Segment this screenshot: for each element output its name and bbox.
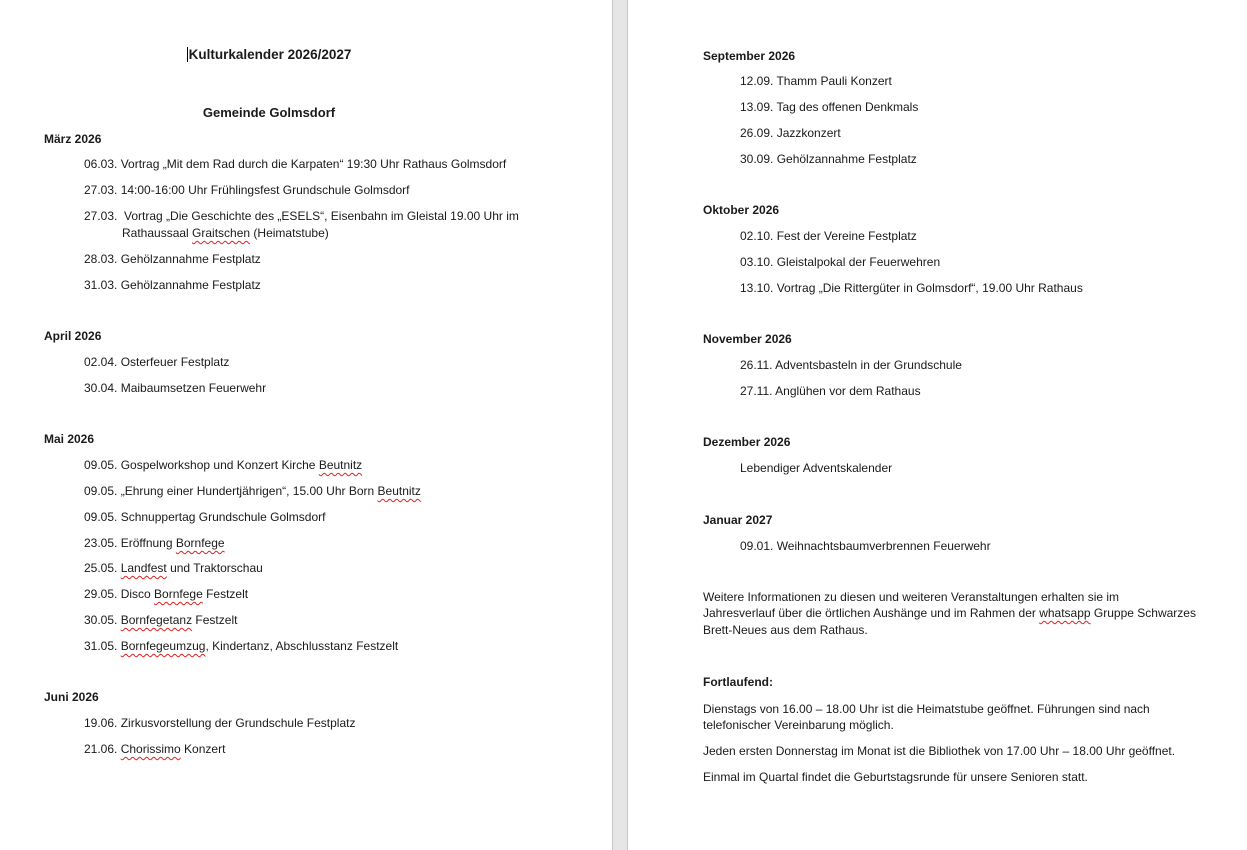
- month-heading[interactable]: Dezember 2026: [703, 435, 791, 449]
- text-run[interactable]: 30.05.: [84, 613, 121, 627]
- document-title[interactable]: Kulturkalender 2026/2027: [188, 47, 352, 62]
- text-run[interactable]: (Heimatstube): [250, 226, 329, 240]
- text-run[interactable]: Konzert: [180, 742, 226, 756]
- misspelled-word[interactable]: Chorissimo: [120, 742, 181, 756]
- calendar-entry-line[interactable]: [84, 587, 248, 602]
- month-heading[interactable]: Oktober 2026: [703, 203, 780, 217]
- text-run[interactable]: 19.06. Zirkusvorstellung der Grundschule Festplatz: [84, 716, 356, 730]
- text-run[interactable]: 27.11. Anglühen vor dem Rathaus: [740, 384, 921, 398]
- text-run[interactable]: , Kindertanz, Abschlusstanz Festzelt: [205, 639, 399, 653]
- month-heading[interactable]: Juni 2026: [44, 690, 99, 704]
- text-run[interactable]: 21.06.: [84, 742, 121, 756]
- text-run[interactable]: 12.09. Thamm Pauli Konzert: [740, 74, 892, 88]
- misspelled-word[interactable]: Bornfege: [154, 587, 203, 601]
- document-page-right[interactable]: [628, 0, 1247, 850]
- calendar-entry-line[interactable]: [740, 461, 892, 476]
- text-run[interactable]: 09.05. „Ehrung einer Hundertjährigen“, 15.00 Uhr Born: [84, 484, 378, 498]
- calendar-entry-line[interactable]: [84, 742, 225, 757]
- calendar-entry-line[interactable]: [84, 458, 362, 473]
- info-paragraph-line[interactable]: [703, 606, 1196, 621]
- text-run[interactable]: und Traktorschau: [166, 561, 263, 575]
- document-page-left[interactable]: [0, 0, 612, 850]
- month-heading[interactable]: Januar 2027: [703, 513, 773, 527]
- text-run[interactable]: 26.09. Jazzkonzert: [740, 126, 841, 140]
- calendar-entry-line[interactable]: [84, 355, 229, 370]
- text-run[interactable]: Weitere Informationen zu diesen und weiteren Veranstaltungen erhalten sie im: [703, 590, 1120, 604]
- misspelled-word[interactable]: Bornfege: [175, 536, 225, 550]
- calendar-entry-line[interactable]: [122, 226, 329, 241]
- ongoing-paragraph-line[interactable]: [703, 744, 1175, 759]
- misspelled-word[interactable]: Beutnitz: [318, 458, 363, 472]
- calendar-entry-line[interactable]: [84, 183, 410, 198]
- ongoing-heading[interactable]: Fortlaufend:: [703, 675, 773, 689]
- text-run[interactable]: 13.10. Vortrag „Die Rittergüter in Golmsdorf“, 19.00 Uhr Rathaus: [740, 281, 1083, 295]
- text-run[interactable]: 03.10. Gleistalpokal der Feuerwehren: [740, 255, 941, 269]
- calendar-entry-line[interactable]: [84, 252, 261, 267]
- calendar-entry-line[interactable]: [740, 126, 841, 141]
- calendar-entry-line[interactable]: [740, 539, 991, 554]
- calendar-entry-line[interactable]: [84, 510, 325, 525]
- calendar-entry-line[interactable]: [740, 358, 962, 373]
- text-run[interactable]: Jeden ersten Donnerstag im Monat ist die Bibliothek von 17.00 Uhr – 18.00 Uhr geöffnet.: [703, 744, 1176, 758]
- text-run[interactable]: 13.09. Tag des offenen Denkmals: [740, 100, 919, 114]
- text-run[interactable]: 09.05. Schnuppertag Grundschule Golmsdorf: [84, 510, 326, 524]
- calendar-entry-line[interactable]: [84, 639, 398, 654]
- text-run[interactable]: Dienstags von 16.00 – 18.00 Uhr ist die Heimatstube geöffnet. Führungen sind nach: [703, 702, 1150, 716]
- text-run[interactable]: Festzelt: [192, 613, 238, 627]
- misspelled-word[interactable]: Beutnitz: [377, 484, 421, 498]
- text-run[interactable]: 09.01. Weihnachtsbaumverbrennen Feuerwehr: [740, 539, 991, 553]
- text-cursor-caret: [187, 47, 188, 62]
- info-paragraph-line[interactable]: [703, 590, 1119, 605]
- text-run[interactable]: 30.09. Gehölzannahme Festplatz: [740, 152, 917, 166]
- calendar-entry-line[interactable]: [84, 209, 519, 224]
- misspelled-word[interactable]: Landfest: [120, 561, 167, 575]
- text-run[interactable]: 26.11. Adventsbasteln in der Grundschule: [740, 358, 962, 372]
- ongoing-paragraph-line[interactable]: [703, 702, 1150, 717]
- calendar-entry-line[interactable]: [740, 281, 1083, 296]
- misspelled-word[interactable]: Bornfegeumzug: [120, 639, 206, 653]
- ongoing-paragraph-line[interactable]: [703, 770, 1088, 785]
- text-run[interactable]: 02.10. Fest der Vereine Festplatz: [740, 229, 917, 243]
- calendar-entry-line[interactable]: [84, 613, 237, 628]
- month-heading[interactable]: April 2026: [44, 329, 102, 343]
- ongoing-paragraph-line[interactable]: [703, 718, 894, 733]
- calendar-entry-line[interactable]: [740, 255, 940, 270]
- text-run[interactable]: 31.05.: [84, 639, 121, 653]
- misspelled-word[interactable]: whatsapp: [1039, 606, 1091, 620]
- calendar-entry-line[interactable]: [84, 381, 266, 396]
- month-heading[interactable]: November 2026: [703, 332, 792, 346]
- text-run[interactable]: Festzelt: [202, 587, 249, 601]
- text-run[interactable]: Lebendiger Adventskalender: [740, 461, 893, 475]
- calendar-entry-line[interactable]: [84, 561, 263, 576]
- text-run[interactable]: Rathaussaal: [122, 226, 193, 240]
- month-heading[interactable]: September 2026: [703, 49, 796, 63]
- text-run[interactable]: 23.05. Eröffnung: [84, 536, 176, 550]
- calendar-entry-line[interactable]: [740, 384, 921, 399]
- text-run[interactable]: 28.03. Gehölzannahme Festplatz: [84, 252, 261, 266]
- calendar-entry-line[interactable]: [84, 484, 421, 499]
- calendar-entry-line[interactable]: [84, 278, 261, 293]
- text-run[interactable]: 29.05. Disco: [84, 587, 155, 601]
- text-run[interactable]: 31.03. Gehölzannahme Festplatz: [84, 278, 261, 292]
- text-run[interactable]: telefonischer Vereinbarung möglich.: [703, 718, 894, 732]
- document-title-row[interactable]: [44, 46, 494, 64]
- info-paragraph-line[interactable]: [703, 623, 868, 638]
- month-heading[interactable]: März 2026: [44, 132, 102, 146]
- text-run[interactable]: Brett-Neues aus dem Rathaus.: [703, 623, 868, 637]
- month-heading[interactable]: Mai 2026: [44, 432, 95, 446]
- misspelled-word[interactable]: Graitschen: [192, 226, 251, 240]
- text-run[interactable]: 06.03. Vortrag „Mit dem Rad durch die Karpaten“ 19:30 Uhr Rathaus Golmsdorf: [84, 157, 507, 171]
- text-run[interactable]: Einmal im Quartal findet die Geburtstagsrunde für unsere Senioren statt.: [703, 770, 1088, 784]
- text-run[interactable]: 27.03. Vortrag „Die Geschichte des „ESELS“, Eisenbahn im Gleistal 19.00 Uhr im: [84, 209, 519, 223]
- calendar-entry-line[interactable]: [740, 229, 917, 244]
- document-subtitle[interactable]: Gemeinde Golmsdorf: [202, 105, 336, 120]
- calendar-entry-line[interactable]: [84, 536, 225, 551]
- text-run[interactable]: 09.05. Gospelworkshop und Konzert Kirche: [84, 458, 319, 472]
- misspelled-word[interactable]: Bornfegetanz: [120, 613, 193, 627]
- calendar-entry-line[interactable]: [84, 716, 355, 731]
- text-run[interactable]: 25.05.: [84, 561, 121, 575]
- text-run[interactable]: 02.04. Osterfeuer Festplatz: [84, 355, 230, 369]
- calendar-entry-line[interactable]: [740, 100, 918, 115]
- calendar-entry-line[interactable]: [84, 157, 506, 172]
- text-run[interactable]: 30.04. Maibaumsetzen Feuerwehr: [84, 381, 267, 395]
- text-run[interactable]: Jahresverlauf über die örtlichen Aushänge und im Rahmen der: [703, 606, 1040, 620]
- page-gap-divider: [612, 0, 628, 850]
- document-subtitle-row[interactable]: [44, 104, 494, 122]
- calendar-entry-line[interactable]: [740, 74, 892, 89]
- text-run[interactable]: Gruppe Schwarzes: [1090, 606, 1196, 620]
- calendar-entry-line[interactable]: [740, 152, 917, 167]
- text-run[interactable]: 27.03. 14:00-16:00 Uhr Frühlingsfest Grundschule Golmsdorf: [84, 183, 410, 197]
